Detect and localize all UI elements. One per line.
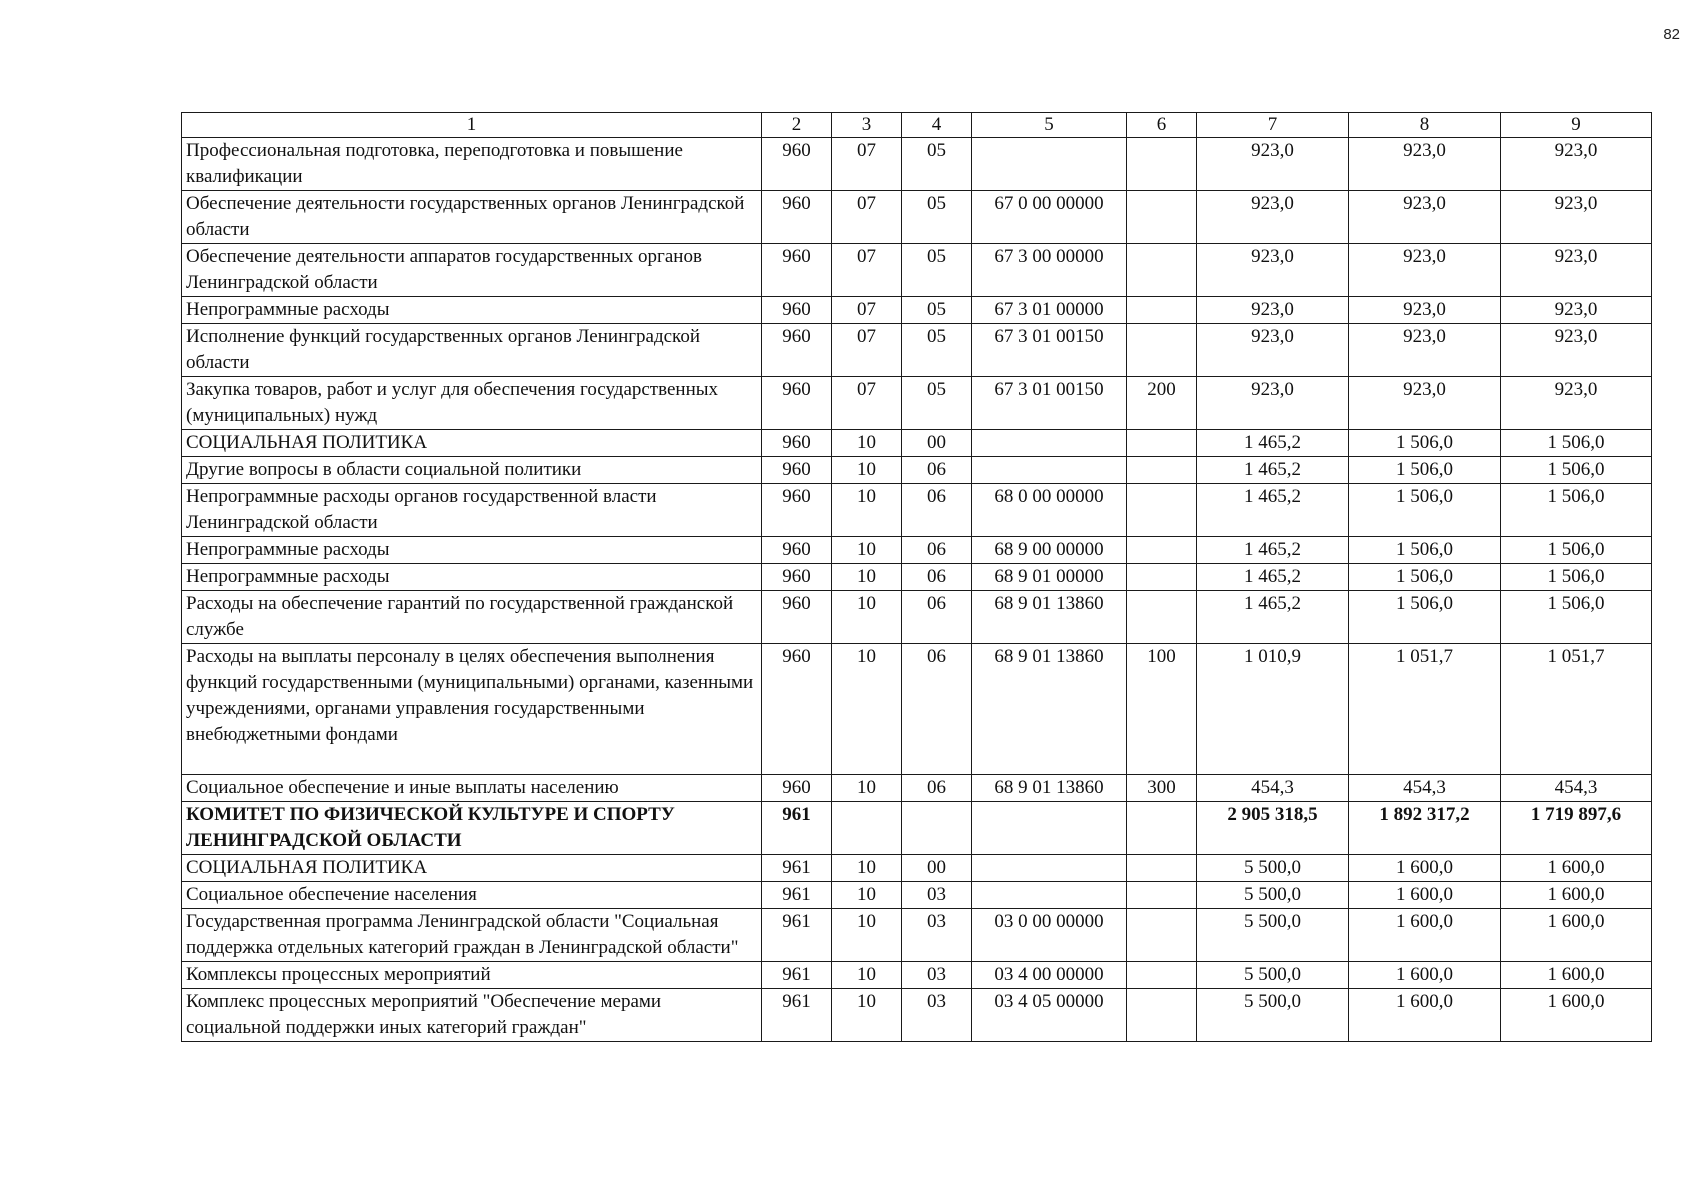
cell-amount-col9: 923,0	[1501, 377, 1652, 430]
cell-subsection: 06	[902, 457, 972, 484]
budget-table	[181, 112, 1652, 1042]
cell-name: Исполнение функций государственных органов Ленинградской области	[182, 324, 762, 377]
cell-amount-col9: 1 506,0	[1501, 591, 1652, 644]
cell-amount-col7: 5 500,0	[1197, 882, 1349, 909]
cell-name: Социальное обеспечение населения	[182, 882, 762, 909]
cell-amount-col8: 1 506,0	[1349, 564, 1501, 591]
cell-admin-code: 961	[762, 802, 832, 855]
cell-section: 10	[832, 457, 902, 484]
cell-amount-col8: 1 600,0	[1349, 909, 1501, 962]
cell-target-item	[972, 882, 1127, 909]
cell-amount-col8: 1 600,0	[1349, 989, 1501, 1042]
cell-subsection: 03	[902, 989, 972, 1042]
cell-amount-col7: 923,0	[1197, 324, 1349, 377]
cell-target-item: 68 9 01 13860	[972, 591, 1127, 644]
cell-subsection: 05	[902, 138, 972, 191]
cell-target-item	[972, 855, 1127, 882]
cell-target-item: 03 0 00 00000	[972, 909, 1127, 962]
cell-admin-code: 960	[762, 537, 832, 564]
cell-target-item: 68 9 01 13860	[972, 644, 1127, 775]
table-row	[182, 564, 1652, 591]
cell-amount-col8: 1 600,0	[1349, 882, 1501, 909]
cell-name: Государственная программа Ленинградской области "Социальная поддержка отдельных категорий граждан в Ленинградской области"	[182, 909, 762, 962]
cell-amount-col9: 1 719 897,6	[1501, 802, 1652, 855]
cell-section: 07	[832, 138, 902, 191]
cell-target-item	[972, 138, 1127, 191]
cell-subsection: 05	[902, 324, 972, 377]
cell-amount-col9: 923,0	[1501, 138, 1652, 191]
table-row	[182, 802, 1652, 855]
cell-amount-col9: 1 600,0	[1501, 989, 1652, 1042]
cell-amount-col8: 1 506,0	[1349, 591, 1501, 644]
cell-amount-col7: 1 465,2	[1197, 591, 1349, 644]
table-row	[182, 882, 1652, 909]
cell-subsection	[902, 802, 972, 855]
cell-name: СОЦИАЛЬНАЯ ПОЛИТИКА	[182, 430, 762, 457]
cell-section: 10	[832, 484, 902, 537]
cell-subsection: 06	[902, 484, 972, 537]
cell-target-item	[972, 430, 1127, 457]
table-row	[182, 377, 1652, 430]
cell-admin-code: 961	[762, 989, 832, 1042]
cell-section: 10	[832, 591, 902, 644]
column-header: 2	[762, 113, 832, 138]
cell-subsection: 05	[902, 191, 972, 244]
cell-name: Профессиональная подготовка, переподготовка и повышение квалификации	[182, 138, 762, 191]
cell-name: Закупка товаров, работ и услуг для обеспечения государственных (муниципальных) нужд	[182, 377, 762, 430]
cell-subsection: 03	[902, 882, 972, 909]
cell-admin-code: 960	[762, 297, 832, 324]
cell-subsection: 06	[902, 644, 972, 775]
cell-section: 10	[832, 962, 902, 989]
cell-target-item: 67 3 01 00000	[972, 297, 1127, 324]
table-row	[182, 457, 1652, 484]
cell-name: Непрограммные расходы	[182, 564, 762, 591]
cell-target-item: 03 4 00 00000	[972, 962, 1127, 989]
table-row	[182, 244, 1652, 297]
cell-target-item: 67 0 00 00000	[972, 191, 1127, 244]
cell-target-item	[972, 457, 1127, 484]
cell-admin-code: 960	[762, 775, 832, 802]
cell-name: Непрограммные расходы органов государственной власти Ленинградской области	[182, 484, 762, 537]
cell-expense-type	[1127, 430, 1197, 457]
cell-amount-col7: 1 465,2	[1197, 564, 1349, 591]
cell-admin-code: 960	[762, 377, 832, 430]
cell-expense-type	[1127, 591, 1197, 644]
cell-amount-col9: 1 506,0	[1501, 564, 1652, 591]
cell-amount-col8: 1 892 317,2	[1349, 802, 1501, 855]
cell-name: Непрограммные расходы	[182, 297, 762, 324]
table-row	[182, 297, 1652, 324]
cell-amount-col7: 1 465,2	[1197, 537, 1349, 564]
cell-subsection: 00	[902, 430, 972, 457]
cell-amount-col7: 454,3	[1197, 775, 1349, 802]
cell-amount-col7: 923,0	[1197, 138, 1349, 191]
cell-section: 07	[832, 191, 902, 244]
cell-amount-col7: 1 465,2	[1197, 484, 1349, 537]
cell-expense-type	[1127, 909, 1197, 962]
cell-admin-code: 960	[762, 457, 832, 484]
cell-expense-type	[1127, 962, 1197, 989]
cell-amount-col7: 2 905 318,5	[1197, 802, 1349, 855]
cell-amount-col7: 5 500,0	[1197, 855, 1349, 882]
cell-subsection: 06	[902, 564, 972, 591]
cell-amount-col8: 923,0	[1349, 324, 1501, 377]
cell-target-item: 68 9 00 00000	[972, 537, 1127, 564]
cell-section: 10	[832, 882, 902, 909]
cell-amount-col9: 923,0	[1501, 324, 1652, 377]
cell-amount-col7: 1 010,9	[1197, 644, 1349, 775]
column-header: 1	[182, 113, 762, 138]
cell-expense-type	[1127, 537, 1197, 564]
table-row	[182, 138, 1652, 191]
cell-amount-col8: 1 506,0	[1349, 457, 1501, 484]
table-row	[182, 430, 1652, 457]
cell-amount-col7: 1 465,2	[1197, 457, 1349, 484]
cell-section: 10	[832, 564, 902, 591]
cell-section: 10	[832, 855, 902, 882]
cell-amount-col9: 1 506,0	[1501, 457, 1652, 484]
cell-subsection: 05	[902, 377, 972, 430]
cell-target-item: 03 4 05 00000	[972, 989, 1127, 1042]
cell-expense-type: 300	[1127, 775, 1197, 802]
table-row	[182, 484, 1652, 537]
cell-admin-code: 960	[762, 430, 832, 457]
cell-admin-code: 961	[762, 882, 832, 909]
cell-amount-col8: 923,0	[1349, 138, 1501, 191]
cell-amount-col9: 1 600,0	[1501, 962, 1652, 989]
cell-expense-type	[1127, 244, 1197, 297]
cell-section: 10	[832, 909, 902, 962]
cell-amount-col7: 923,0	[1197, 377, 1349, 430]
cell-expense-type	[1127, 564, 1197, 591]
page-number: 82	[1663, 26, 1680, 43]
cell-admin-code: 960	[762, 191, 832, 244]
cell-section: 10	[832, 989, 902, 1042]
cell-target-item: 68 9 01 13860	[972, 775, 1127, 802]
column-header: 5	[972, 113, 1127, 138]
column-header: 6	[1127, 113, 1197, 138]
cell-admin-code: 960	[762, 324, 832, 377]
cell-subsection: 06	[902, 537, 972, 564]
table-body	[182, 113, 1652, 1042]
cell-amount-col7: 1 465,2	[1197, 430, 1349, 457]
cell-amount-col8: 1 600,0	[1349, 855, 1501, 882]
cell-expense-type	[1127, 297, 1197, 324]
cell-admin-code: 960	[762, 484, 832, 537]
cell-expense-type: 100	[1127, 644, 1197, 775]
table-row	[182, 909, 1652, 962]
column-header: 3	[832, 113, 902, 138]
cell-subsection: 06	[902, 591, 972, 644]
cell-section: 10	[832, 644, 902, 775]
cell-subsection: 05	[902, 244, 972, 297]
cell-expense-type: 200	[1127, 377, 1197, 430]
cell-expense-type	[1127, 802, 1197, 855]
cell-section	[832, 802, 902, 855]
table-row	[182, 191, 1652, 244]
cell-amount-col9: 1 600,0	[1501, 882, 1652, 909]
cell-admin-code: 960	[762, 644, 832, 775]
cell-target-item: 67 3 01 00150	[972, 324, 1127, 377]
cell-name: Непрограммные расходы	[182, 537, 762, 564]
cell-amount-col9: 1 600,0	[1501, 909, 1652, 962]
cell-expense-type	[1127, 855, 1197, 882]
cell-expense-type	[1127, 989, 1197, 1042]
cell-section: 10	[832, 430, 902, 457]
cell-expense-type	[1127, 191, 1197, 244]
table-header-row	[182, 113, 1652, 138]
cell-amount-col8: 923,0	[1349, 244, 1501, 297]
cell-expense-type	[1127, 882, 1197, 909]
cell-subsection: 03	[902, 909, 972, 962]
cell-section: 07	[832, 244, 902, 297]
cell-name: Другие вопросы в области социальной политики	[182, 457, 762, 484]
cell-name: Расходы на выплаты персоналу в целях обеспечения выполнения функций государственными (муниципальными) органами, казенными учреждениями, органами управления государственными внебюджетными фондами	[182, 644, 762, 775]
cell-section: 10	[832, 775, 902, 802]
cell-admin-code: 960	[762, 244, 832, 297]
cell-name: Комплексы процессных мероприятий	[182, 962, 762, 989]
cell-amount-col8: 923,0	[1349, 377, 1501, 430]
cell-amount-col7: 5 500,0	[1197, 962, 1349, 989]
cell-name: Обеспечение деятельности государственных органов Ленинградской области	[182, 191, 762, 244]
cell-expense-type	[1127, 324, 1197, 377]
column-header: 7	[1197, 113, 1349, 138]
cell-name: Социальное обеспечение и иные выплаты населению	[182, 775, 762, 802]
cell-section: 07	[832, 324, 902, 377]
cell-admin-code: 960	[762, 591, 832, 644]
cell-expense-type	[1127, 457, 1197, 484]
cell-amount-col7: 923,0	[1197, 244, 1349, 297]
cell-amount-col9: 454,3	[1501, 775, 1652, 802]
table-row	[182, 989, 1652, 1042]
cell-name: Комплекс процессных мероприятий "Обеспечение мерами социальной поддержки иных категорий граждан"	[182, 989, 762, 1042]
cell-name: Расходы на обеспечение гарантий по государственной гражданской службе	[182, 591, 762, 644]
column-header: 4	[902, 113, 972, 138]
column-header: 9	[1501, 113, 1652, 138]
cell-amount-col8: 923,0	[1349, 191, 1501, 244]
cell-admin-code: 961	[762, 909, 832, 962]
cell-section: 07	[832, 377, 902, 430]
cell-expense-type	[1127, 138, 1197, 191]
cell-amount-col8: 1 506,0	[1349, 537, 1501, 564]
table-row	[182, 775, 1652, 802]
table-row	[182, 324, 1652, 377]
table-row	[182, 644, 1652, 775]
cell-section: 07	[832, 297, 902, 324]
cell-target-item: 68 9 01 00000	[972, 564, 1127, 591]
cell-subsection: 03	[902, 962, 972, 989]
cell-name: Обеспечение деятельности аппаратов государственных органов Ленинградской области	[182, 244, 762, 297]
cell-subsection: 00	[902, 855, 972, 882]
cell-name: КОМИТЕТ ПО ФИЗИЧЕСКОЙ КУЛЬТУРЕ И СПОРТУ ЛЕНИНГРАДСКОЙ ОБЛАСТИ	[182, 802, 762, 855]
cell-amount-col8: 1 600,0	[1349, 962, 1501, 989]
cell-amount-col9: 923,0	[1501, 191, 1652, 244]
cell-amount-col8: 1 506,0	[1349, 430, 1501, 457]
table-row	[182, 537, 1652, 564]
cell-amount-col7: 923,0	[1197, 297, 1349, 324]
cell-amount-col9: 1 600,0	[1501, 855, 1652, 882]
cell-admin-code: 961	[762, 855, 832, 882]
cell-amount-col8: 1 506,0	[1349, 484, 1501, 537]
table-row	[182, 962, 1652, 989]
column-header: 8	[1349, 113, 1501, 138]
cell-amount-col7: 923,0	[1197, 191, 1349, 244]
cell-target-item: 67 3 01 00150	[972, 377, 1127, 430]
cell-amount-col9: 1 506,0	[1501, 537, 1652, 564]
cell-amount-col9: 1 506,0	[1501, 430, 1652, 457]
cell-amount-col8: 1 051,7	[1349, 644, 1501, 775]
cell-amount-col8: 454,3	[1349, 775, 1501, 802]
cell-expense-type	[1127, 484, 1197, 537]
cell-admin-code: 961	[762, 962, 832, 989]
cell-target-item	[972, 802, 1127, 855]
cell-target-item: 67 3 00 00000	[972, 244, 1127, 297]
cell-subsection: 06	[902, 775, 972, 802]
cell-name: СОЦИАЛЬНАЯ ПОЛИТИКА	[182, 855, 762, 882]
cell-amount-col9: 923,0	[1501, 297, 1652, 324]
table-row	[182, 855, 1652, 882]
table-row	[182, 591, 1652, 644]
cell-subsection: 05	[902, 297, 972, 324]
cell-amount-col9: 1 051,7	[1501, 644, 1652, 775]
cell-amount-col9: 923,0	[1501, 244, 1652, 297]
cell-admin-code: 960	[762, 564, 832, 591]
cell-amount-col8: 923,0	[1349, 297, 1501, 324]
cell-admin-code: 960	[762, 138, 832, 191]
cell-amount-col9: 1 506,0	[1501, 484, 1652, 537]
cell-target-item: 68 0 00 00000	[972, 484, 1127, 537]
cell-amount-col7: 5 500,0	[1197, 909, 1349, 962]
cell-amount-col7: 5 500,0	[1197, 989, 1349, 1042]
cell-section: 10	[832, 537, 902, 564]
